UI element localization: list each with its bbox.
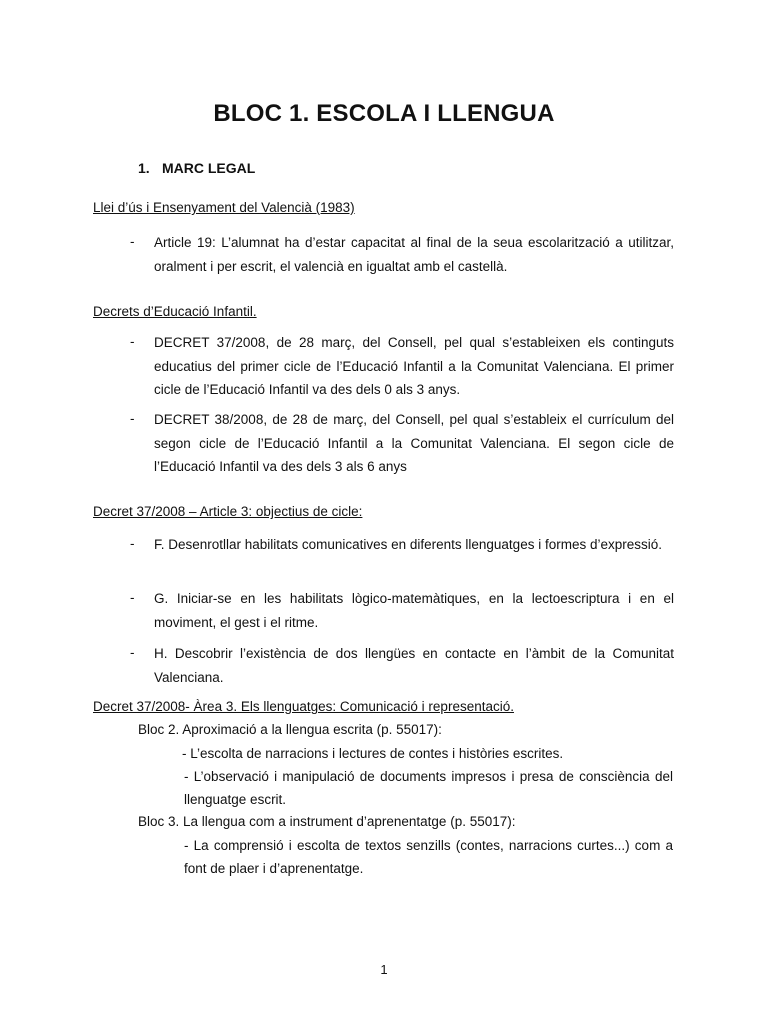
heading-area-3: Decret 37/2008- Àrea 3. Els llenguatges: Comunicació i representació. <box>93 699 514 714</box>
bullet-dash: - <box>130 590 135 605</box>
list-item: G. Iniciar-se en les habilitats lògico-matemàtiques, en la lectoescriptura i en el moviment, el gest i el ritme. <box>154 591 674 630</box>
list-item: DECRET 37/2008, de 28 març, del Consell, pel qual s’estableixen els continguts educatius del primer cicle de l’Educació Infantil a la Comunitat Valenciana. El primer cicle de l’Educació Infantil va des dels 0 als 3 anys. <box>154 335 674 397</box>
sublist-item: - L’escolta de narracions i lectures de contes i històries escrites. <box>182 746 564 761</box>
section-number: 1. <box>138 160 150 176</box>
sublist-item: - L’observació i manipulació de documents impresos i presa de consciència del llenguatge escrit. <box>184 769 673 807</box>
list-item: F. Desenrotllar habilitats comunicatives en diferents llenguatges i formes d’expressió. <box>154 537 662 552</box>
document-title: BLOC 1. ESCOLA I LLENGUA <box>213 100 555 127</box>
list-item: DECRET 38/2008, de 28 de març, del Consell, pel qual s’estableix el currículum del segon cicle de l’Educació Infantil a la Comunitat Valenciana. El segon cicle de l’Educació Infantil va des dels 3 als 6 anys <box>154 412 674 474</box>
heading-llei-us: Llei d’ús i Ensenyament del Valencià (1983) <box>93 200 355 215</box>
list-item: H. Descobrir l’existència de dos llengües en contacte en l’àmbit de la Comunitat Valenciana. <box>154 646 674 685</box>
heading-decrets: Decrets d’Educació Infantil. <box>93 304 257 319</box>
bullet-dash: - <box>130 234 135 249</box>
section-title: MARC LEGAL <box>162 160 256 176</box>
sublist-item: - La comprensió i escolta de textos senzills (contes, narracions curtes...) com a font de plaer i d’aprenentatge. <box>184 838 673 876</box>
page-number: 1 <box>380 962 388 977</box>
subsection-bloc-3: Bloc 3. La llengua com a instrument d’aprenentatge (p. 55017): <box>138 814 516 829</box>
subsection-bloc-2: Bloc 2. Aproximació a la llengua escrita (p. 55017): <box>138 722 442 737</box>
bullet-dash: - <box>130 334 135 349</box>
list-item: Article 19: L’alumnat ha d’estar capacitat al final de la seua escolarització a utilitzar, oralment i per escrit, el valencià en igualtat amb el castellà. <box>154 235 674 274</box>
bullet-dash: - <box>130 411 135 426</box>
heading-objectius: Decret 37/2008 – Article 3: objectius de cicle: <box>93 504 363 519</box>
bullet-dash: - <box>130 645 135 660</box>
bullet-dash: - <box>130 536 135 551</box>
